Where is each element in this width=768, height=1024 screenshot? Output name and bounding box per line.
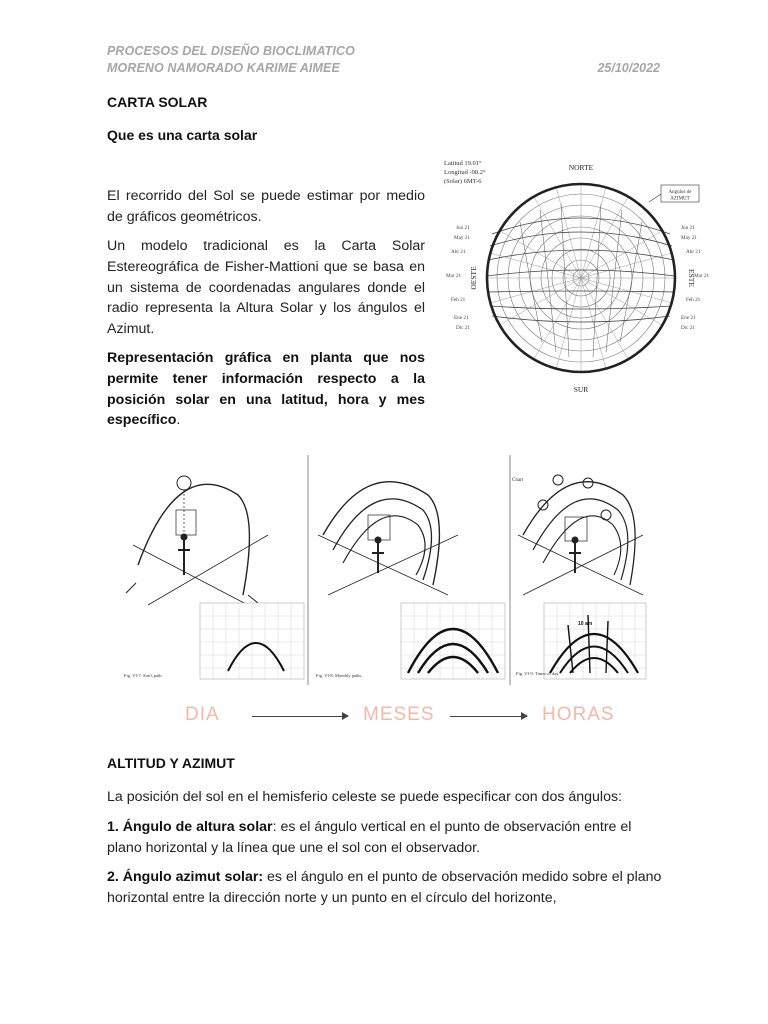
right-month-abr: Abr 21 <box>686 249 701 255</box>
progression-dia: DIA <box>185 704 220 725</box>
section-title-altitud-azimut: ALTITUD Y AZIMUT <box>107 755 235 771</box>
caption-hours: Fig. VI-9: Times of day. <box>516 671 560 676</box>
progression-row <box>170 700 630 734</box>
caption-months: Fig. VI-8: Monthly paths. <box>316 673 363 678</box>
solar-chart-figure <box>430 152 730 402</box>
chart-tag: Chart <box>512 478 524 483</box>
paragraph-1: El recorrido del Sol se puede estimar por medio de gráficos geométricos. <box>107 188 425 225</box>
chart-info-solar: (Solar) 6MT-6 <box>444 178 482 185</box>
panel-hours-grid <box>544 603 646 679</box>
progression-meses: MESES <box>363 704 435 725</box>
course-name: PROCESOS DEL DISEÑO BIOCLIMATICO <box>107 44 355 58</box>
right-month-may: May 21 <box>681 235 697 241</box>
left-month-dic: Dic 21 <box>456 325 470 331</box>
azimut-callout-line1: Angulos de <box>668 190 692 195</box>
panel-months <box>318 482 458 595</box>
panel-months-grid <box>401 603 505 679</box>
paragraph-3-end: . <box>176 412 181 429</box>
left-month-mar: Mar 21 <box>446 273 462 279</box>
item-1-definition: : es el ángulo vertical en el punto de observación entre el plano horizontal y la línea que une el sol con el observador. <box>107 819 632 856</box>
right-month-dic: Dic 21 <box>681 325 695 331</box>
paragraph-2: Un modelo tradicional es la Carta Solar Estereográfica de Fisher-Mattioni que se basa en un sistema de coordenadas angulares donde el radio representa la Altura Solar y los ángulos el Azimut. <box>107 238 425 338</box>
document-date: 25/10/2022 <box>597 61 660 75</box>
panel-day-grid <box>200 603 304 679</box>
left-month-jun: Jun 21 <box>456 225 470 231</box>
paragraph-3 <box>107 348 425 431</box>
panel-day <box>126 476 268 605</box>
left-month-labels <box>446 225 470 331</box>
azimut-callout-line2: AZIMUT <box>670 196 690 202</box>
progression-arrow-1 <box>252 716 348 717</box>
east-label: ESTE <box>687 269 696 287</box>
section-subtitle: Que es una carta solar <box>107 127 258 143</box>
sun-path-diagrams <box>118 455 648 685</box>
section2-item-1 <box>107 817 667 859</box>
right-month-feb: Feb 21 <box>686 297 701 303</box>
chart-info-longitude: Longitud -98.2° <box>444 169 486 176</box>
azimut-callout <box>649 185 699 202</box>
author-name: MORENO NAMORADO KARIME AIMEE <box>107 61 340 75</box>
north-label: NORTE <box>568 163 594 172</box>
panel-hours <box>518 475 643 595</box>
solar-chart-info <box>444 160 486 185</box>
left-month-abr: Abr 21 <box>451 249 466 255</box>
right-month-ene: Ene 21 <box>681 315 696 321</box>
west-label: OESTE <box>469 266 478 290</box>
section2-intro: La posición del sol en el hemisferio celeste se puede especificar con dos ángulos: <box>107 789 623 805</box>
progression-horas: HORAS <box>542 704 615 725</box>
section-title-carta-solar: CARTA SOLAR <box>107 94 208 110</box>
paragraph-3-bold: Representación gráfica en planta que nos permite tener información respecto a la posición solar en una latitud, hora y mes específico <box>107 350 425 429</box>
ten-am-label: 10 am <box>578 621 593 627</box>
right-month-mar: Mar 21 <box>694 273 710 279</box>
left-month-ene: Ene 21 <box>454 315 469 321</box>
caption-day: Fig. VI-7: Sun's path. <box>124 673 163 678</box>
south-label: SUR <box>573 385 589 394</box>
right-month-jun: Jun 21 <box>681 225 695 231</box>
item-2-definition: es el ángulo en el punto de observación medido sobre el plano horizontal entre la dirección norte y un punto en el círculo del horizonte, <box>107 869 662 906</box>
progression-arrow-2 <box>450 716 527 717</box>
left-month-feb: Feb 21 <box>451 297 466 303</box>
chart-info-latitude: Latitud 19.01° <box>444 160 482 167</box>
section2-item-2 <box>107 867 667 909</box>
item-2-term: 2. Ángulo azimut solar: <box>107 869 264 885</box>
item-1-term: 1. Ángulo de altura solar <box>107 819 273 835</box>
left-month-may: May 21 <box>454 235 470 241</box>
right-month-labels <box>681 225 710 331</box>
